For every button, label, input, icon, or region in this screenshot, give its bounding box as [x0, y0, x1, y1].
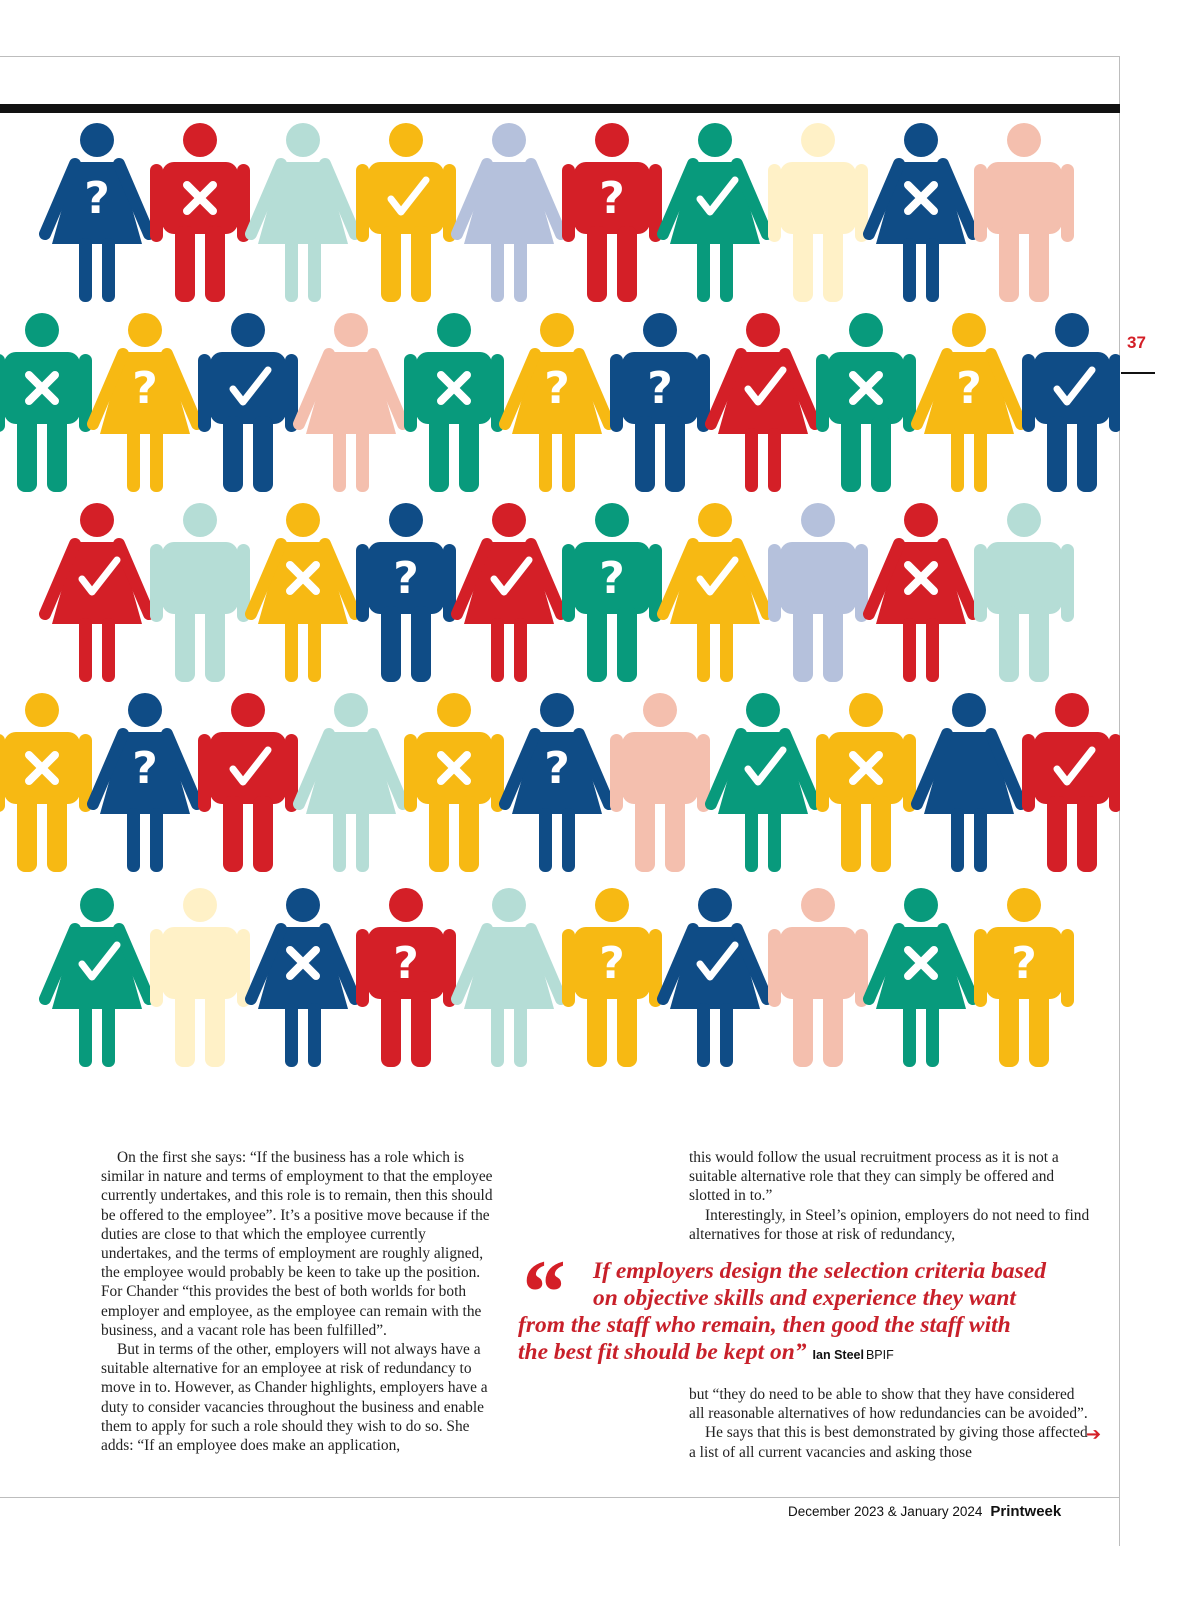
- female-person-icon: [251, 123, 355, 302]
- article-column-right-bottom: [689, 1385, 1091, 1462]
- female-person-icon: [869, 123, 973, 302]
- female-person-icon: [663, 503, 767, 682]
- pull-quote-line: from the staff who remain, then good the staff with: [518, 1312, 1011, 1338]
- article-column-right-top: [689, 1148, 1091, 1244]
- paragraph: He says that this is best demonstrated by giving those affected a list of all current vacancies and asking those: [689, 1424, 1088, 1461]
- female-person-icon: [663, 123, 767, 302]
- male-person-icon: [768, 503, 868, 682]
- page-frame-top: [0, 56, 1120, 57]
- female-person-icon: [251, 888, 355, 1067]
- male-person-icon: [150, 888, 250, 1067]
- quote-attribution-name: Ian Steel: [812, 1348, 864, 1362]
- paragraph: this would follow the usual recruitment process as it is not a suitable alternative role that they can simply be offered and slotted in to.”: [689, 1149, 1059, 1205]
- male-person-icon: [768, 123, 868, 302]
- question-mark-icon: ?: [393, 553, 419, 604]
- question-mark-icon: ?: [599, 938, 625, 989]
- male-person-icon: [150, 123, 250, 302]
- male-person-icon: [816, 693, 916, 872]
- question-mark-icon: ?: [1011, 938, 1037, 989]
- quote-attribution-org: BPIF: [865, 1348, 894, 1362]
- male-person-icon: [768, 888, 868, 1067]
- male-person-icon: [356, 503, 456, 682]
- page-number: 37: [1127, 333, 1146, 352]
- pull-quote: [518, 1241, 1103, 1369]
- question-mark-icon: ?: [956, 363, 982, 414]
- male-person-icon: [562, 503, 662, 682]
- female-person-icon: [93, 693, 197, 872]
- male-person-icon: [562, 888, 662, 1067]
- male-person-icon: [356, 123, 456, 302]
- female-person-icon: [869, 503, 973, 682]
- female-person-icon: [505, 693, 609, 872]
- female-person-icon: [457, 503, 561, 682]
- question-mark-icon: ?: [84, 173, 110, 224]
- paragraph: On the first she says: “If the business has a role which is similar in nature and terms of employment to that the employee currently undertakes, and this role is to remain, then this should be offered to the employee”. It’s a positive move because if the duties are close to that which the employee currently undertakes, and the terms of employment are roughly aligned, the employee would probably be keen to take up the position. For Chander “this provides the best of both worlds for both employer and employee, as the employee can remain with the business, and a vacant role has been fulfilled”.: [101, 1149, 493, 1339]
- question-mark-icon: ?: [599, 553, 625, 604]
- question-mark-icon: ?: [647, 363, 673, 414]
- male-person-icon: [562, 123, 662, 302]
- female-person-icon: [663, 888, 767, 1067]
- question-mark-icon: ?: [599, 173, 625, 224]
- female-person-icon: [45, 123, 149, 302]
- female-person-icon: [869, 888, 973, 1067]
- male-person-icon: [404, 693, 504, 872]
- question-mark-icon: ?: [393, 938, 419, 989]
- male-person-icon: [610, 313, 710, 492]
- female-person-icon: [917, 693, 1021, 872]
- footer-brand: Printweek: [990, 1503, 1062, 1520]
- male-person-icon: [404, 313, 504, 492]
- female-person-icon: [251, 503, 355, 682]
- female-person-icon: [457, 888, 561, 1067]
- male-person-icon: [0, 693, 92, 872]
- quote-mark-icon: “: [518, 1241, 564, 1343]
- male-person-icon: [1022, 693, 1120, 872]
- question-mark-icon: ?: [132, 743, 158, 794]
- male-person-icon: [974, 888, 1074, 1067]
- people-illustration: [0, 118, 1120, 1148]
- continue-arrow-icon: ➔: [1086, 1424, 1102, 1445]
- paragraph: Interestingly, in Steel’s opinion, employers do not need to find alternatives for those at risk of redundancy,: [689, 1206, 1090, 1243]
- pull-quote-line: the best fit should be kept on”: [518, 1339, 807, 1365]
- pull-quote-line: If employers design the selection criteria based: [593, 1258, 1046, 1284]
- female-person-icon: [711, 693, 815, 872]
- question-mark-icon: ?: [132, 363, 158, 414]
- paragraph: but “they do need to be able to show that they have considered all reasonable alternatives of how redundancies can be avoided”.: [689, 1386, 1088, 1423]
- male-person-icon: [198, 693, 298, 872]
- pull-quote-last-line: [518, 1339, 1103, 1369]
- male-person-icon: [0, 313, 92, 492]
- header-rule: [0, 104, 1120, 113]
- male-person-icon: [610, 693, 710, 872]
- male-person-icon: [1022, 313, 1120, 492]
- female-person-icon: [505, 313, 609, 492]
- female-person-icon: [917, 313, 1021, 492]
- male-person-icon: [356, 888, 456, 1067]
- male-person-icon: [198, 313, 298, 492]
- female-person-icon: [299, 693, 403, 872]
- male-person-icon: [816, 313, 916, 492]
- footer-rule: [0, 1497, 1120, 1498]
- female-person-icon: [93, 313, 197, 492]
- male-person-icon: [150, 503, 250, 682]
- female-person-icon: [299, 313, 403, 492]
- article-column-left: [101, 1148, 499, 1455]
- female-person-icon: [711, 313, 815, 492]
- page-footer: [788, 1503, 1098, 1520]
- male-person-icon: [974, 503, 1074, 682]
- question-mark-icon: ?: [544, 363, 570, 414]
- question-mark-icon: ?: [544, 743, 570, 794]
- female-person-icon: [45, 503, 149, 682]
- pull-quote-line: on objective skills and experience they want: [593, 1285, 1016, 1311]
- male-person-icon: [974, 123, 1074, 302]
- footer-issue-date: December 2023 & January 2024: [788, 1504, 983, 1519]
- female-person-icon: [45, 888, 149, 1067]
- page-number-rule: [1121, 372, 1155, 374]
- female-person-icon: [457, 123, 561, 302]
- paragraph: But in terms of the other, employers will not always have a suitable alternative for an employee at risk of redundancy to move in to. However, as Chander highlights, employers have a duty to consider vacancies throughout the business and enable them to apply for such a role should they wish to do so. She adds: “If an employee does make an application,: [101, 1341, 488, 1455]
